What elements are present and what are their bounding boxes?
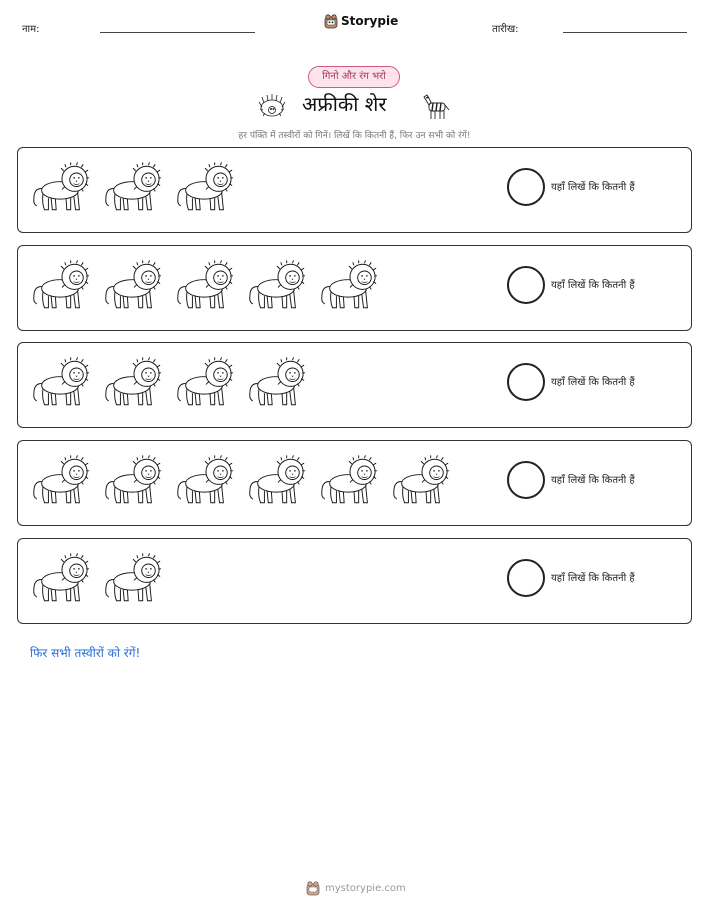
answer-label: यहाँ लिखें कि कितनी हैं [551,280,635,291]
category-badge: गिनो और रंग भरो [308,66,400,88]
name-label: नाम: [22,24,40,35]
brand-name: Storypie [341,14,399,28]
storypie-logo-icon [306,880,320,896]
counting-row [17,440,692,526]
counting-row [17,245,692,331]
lion-icon[interactable] [319,453,379,508]
lion-icon[interactable] [175,258,235,313]
lion-icon[interactable] [103,453,163,508]
footer-note: फिर सभी तस्वीरों को रंगें! [30,646,141,660]
lion-icon[interactable] [319,258,379,313]
lion-icon[interactable] [103,355,163,410]
brand [324,13,398,29]
storypie-logo-icon [324,13,338,29]
lion-icon[interactable] [31,453,91,508]
footer-website: mystorypie.com [325,882,406,894]
lion-icon[interactable] [247,453,307,508]
page-title: अफ्रीकी शेर [302,92,387,116]
answer-label: यहाँ लिखें कि कितनी हैं [551,573,635,584]
lion-icon[interactable] [247,258,307,313]
lion-group [31,551,163,606]
answer-circle[interactable] [507,559,545,597]
lion-icon[interactable] [247,355,307,410]
hedgehog-icon [257,93,287,119]
lion-icon[interactable] [31,258,91,313]
date-label: तारीख: [492,24,519,35]
answer-label: यहाँ लिखें कि कितनी हैं [551,475,635,486]
name-line[interactable] [100,32,255,33]
answer-circle[interactable] [507,168,545,206]
lion-icon[interactable] [103,160,163,215]
lion-group [31,258,379,313]
lion-icon[interactable] [175,160,235,215]
answer-circle[interactable] [507,363,545,401]
instructions: हर पंक्ति में तस्वीरों को गिनें। लिखें कि कितनी हैं, फिर उन सभी को रंगें! [238,131,471,141]
lion-icon[interactable] [175,355,235,410]
answer-label: यहाँ लिखें कि कितनी हैं [551,182,635,193]
footer [306,880,406,896]
lion-icon[interactable] [103,258,163,313]
answer-label: यहाँ लिखें कि कितनी हैं [551,377,635,388]
zebra-icon [420,91,452,121]
lion-icon[interactable] [391,453,451,508]
lion-icon[interactable] [31,355,91,410]
date-line[interactable] [563,32,687,33]
answer-circle[interactable] [507,461,545,499]
counting-row [17,342,692,428]
lion-group [31,453,451,508]
counting-row [17,538,692,624]
lion-icon[interactable] [103,551,163,606]
lion-icon[interactable] [31,160,91,215]
counting-row [17,147,692,233]
title-row [0,90,709,124]
answer-circle[interactable] [507,266,545,304]
lion-group [31,160,235,215]
lion-group [31,355,307,410]
lion-icon[interactable] [31,551,91,606]
lion-icon[interactable] [175,453,235,508]
